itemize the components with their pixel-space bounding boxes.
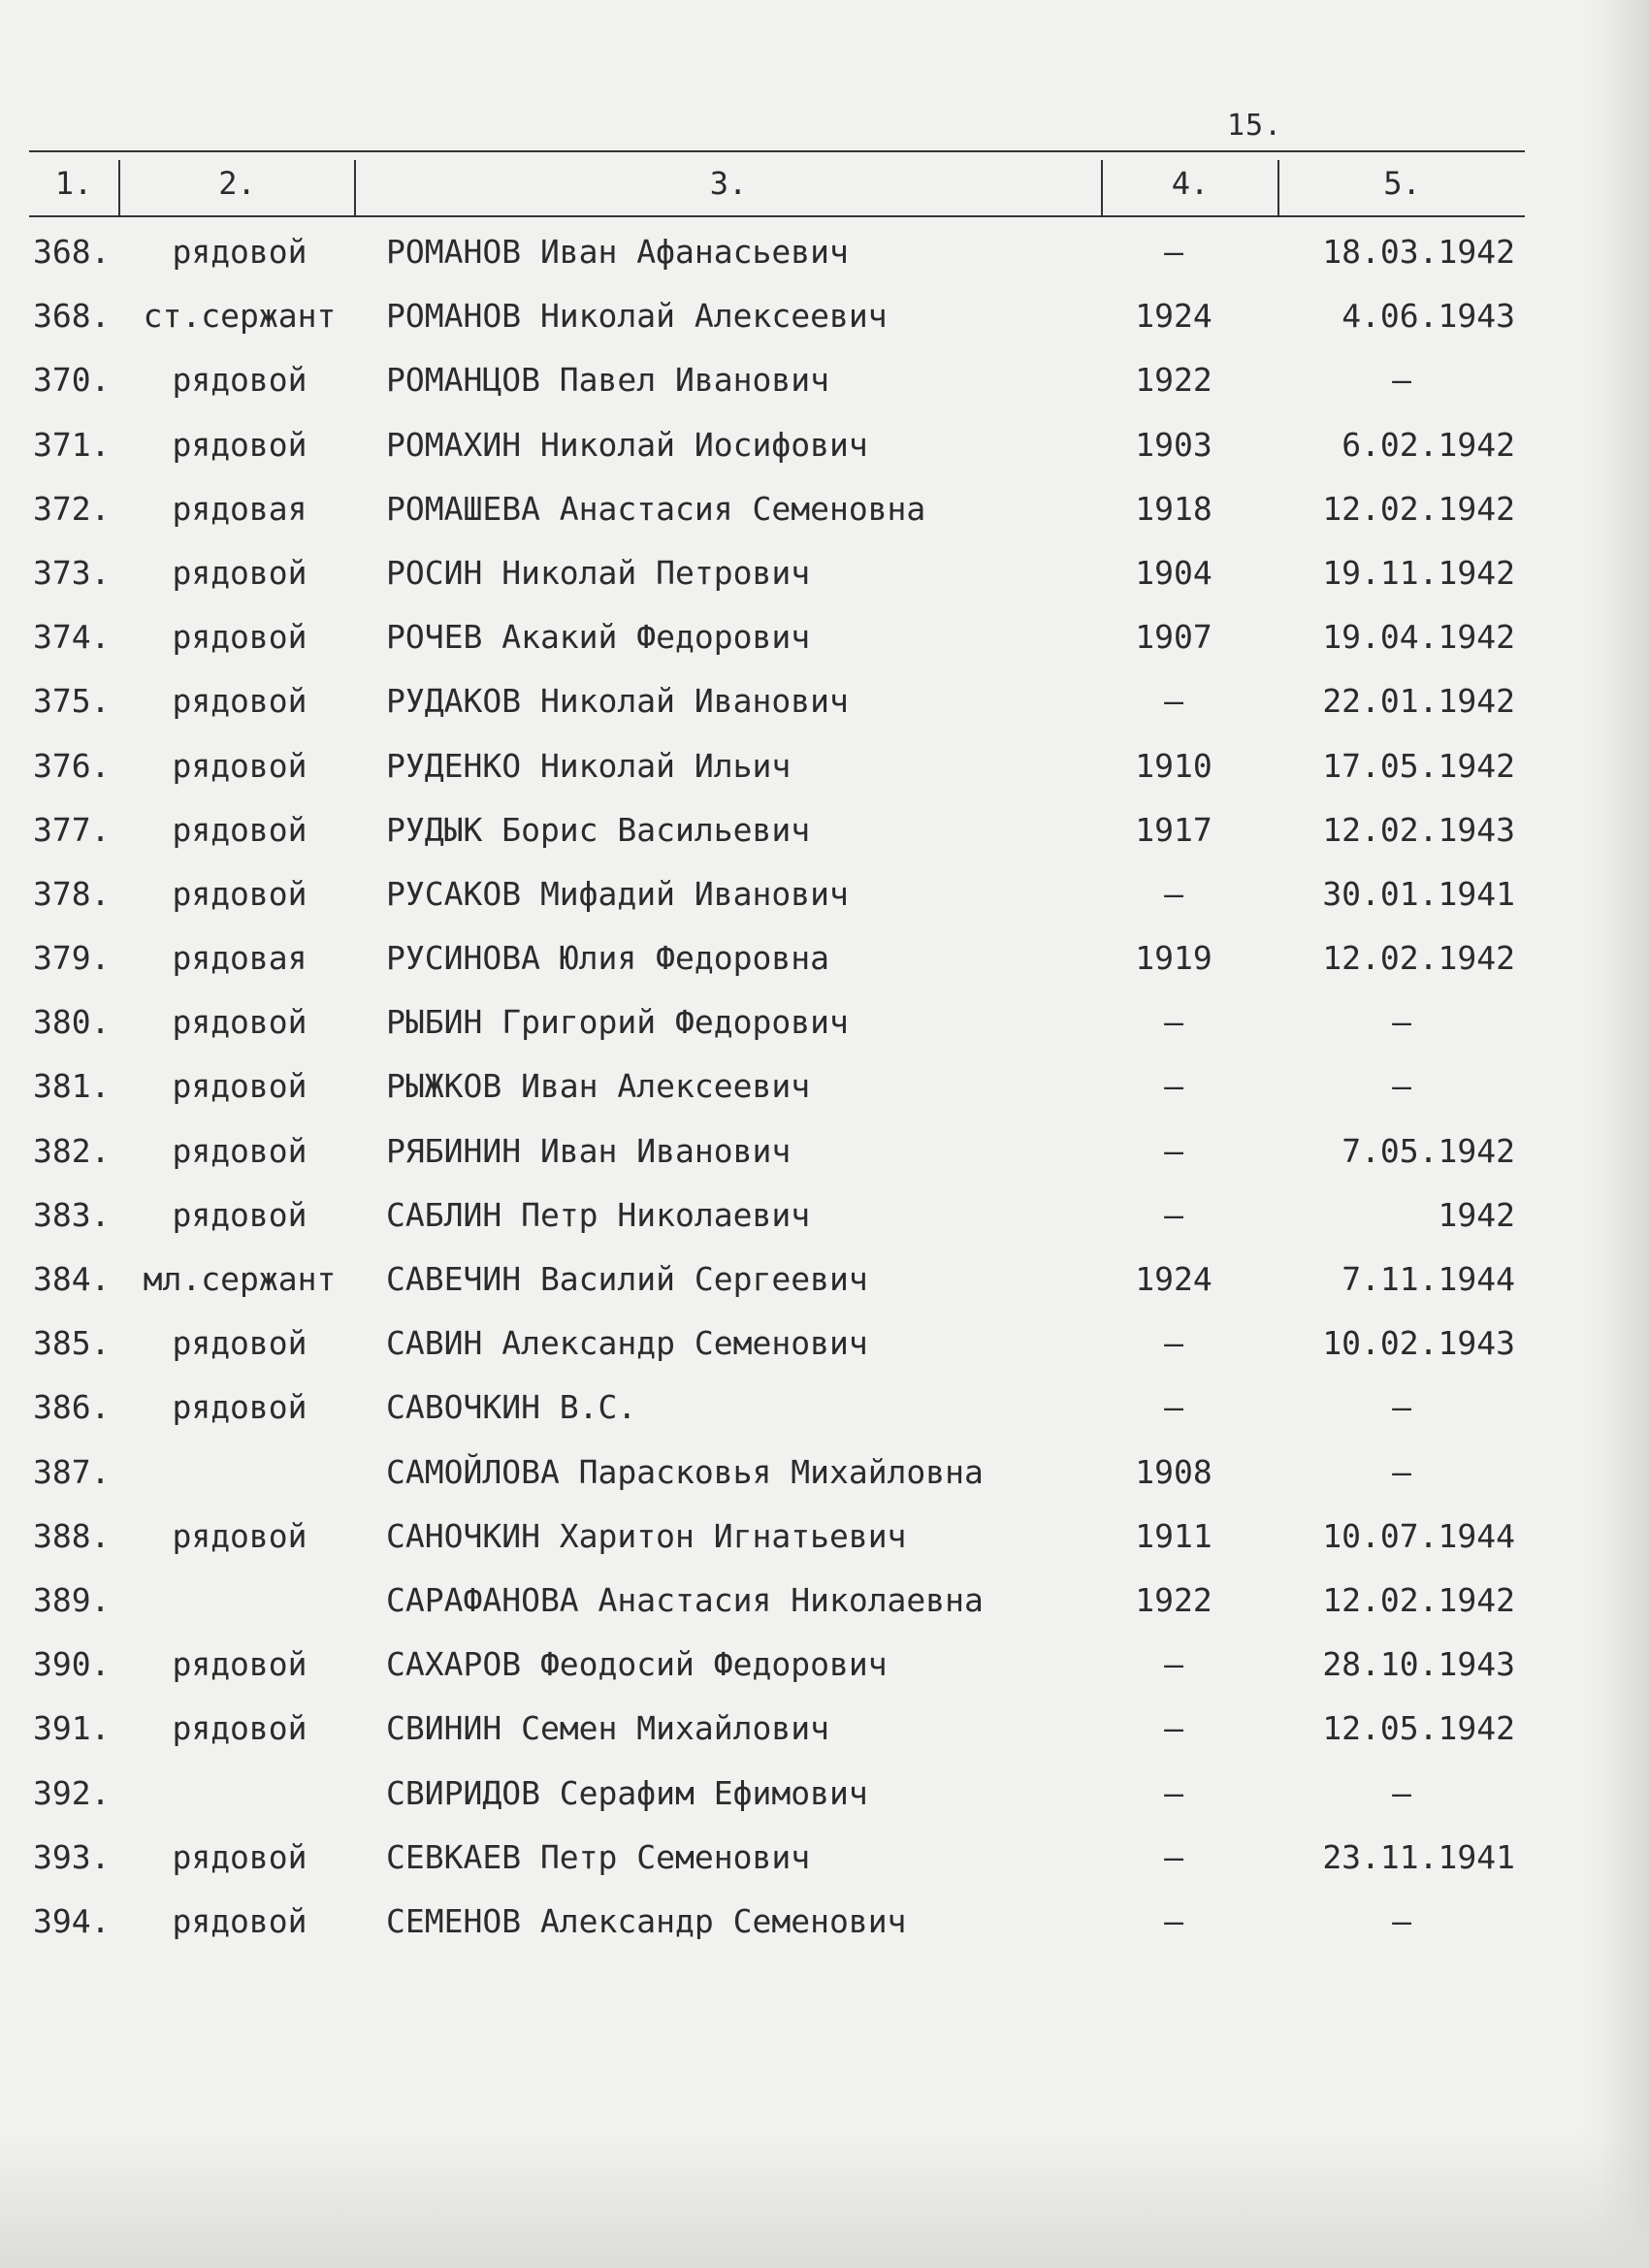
table-row [0, 225, 1649, 289]
row-name: СВИНИН Семен Михайлович [386, 1709, 829, 1748]
row-birth-year: 1924 [1135, 297, 1212, 336]
row-rank: рядовой [172, 1709, 307, 1748]
row-name: САВИН Александр Семенович [386, 1324, 868, 1363]
row-birth-year: – [1164, 1645, 1183, 1684]
table-row [0, 867, 1649, 931]
row-name: САБЛИН Петр Николаевич [386, 1195, 811, 1234]
table-row [0, 995, 1649, 1059]
row-number: 381. [33, 1067, 111, 1106]
table-row [0, 1316, 1649, 1380]
row-date: – [1392, 1388, 1411, 1427]
table-row [0, 739, 1649, 803]
row-date: 30.01.1941 [1322, 874, 1515, 913]
row-birth-year: – [1164, 682, 1183, 721]
row-name: САВОЧКИН В.С. [386, 1388, 637, 1427]
header-col-3: 3. [709, 165, 748, 202]
row-name: СВИРИДОВ Серафим Ефимович [386, 1773, 868, 1812]
row-rank: рядовой [172, 233, 307, 271]
table-row [0, 546, 1649, 610]
row-number: 371. [33, 425, 111, 464]
row-name: РОМАХИН Николай Иосифович [386, 425, 868, 464]
header-col-2: 2. [218, 165, 256, 202]
row-birth-year: 1918 [1135, 489, 1212, 528]
table-body [0, 225, 1649, 1959]
row-name: РУДАКОВ Николай Иванович [386, 682, 849, 721]
table-row [0, 931, 1649, 995]
table-row [0, 353, 1649, 417]
row-date: 17.05.1942 [1322, 746, 1515, 785]
row-date: 1942 [1438, 1195, 1515, 1234]
row-birth-year: – [1164, 1003, 1183, 1042]
row-rank: рядовой [172, 1388, 307, 1427]
row-name: САРАФАНОВА Анастасия Николаевна [386, 1580, 984, 1619]
row-rank: рядовой [172, 1131, 307, 1170]
row-date: 19.11.1942 [1322, 553, 1515, 592]
row-rank: рядовой [172, 1837, 307, 1876]
row-rank: рядовой [172, 1067, 307, 1106]
row-number: 373. [33, 553, 111, 592]
table-row [0, 674, 1649, 738]
row-name: САНОЧКИН Харитон Игнатьевич [386, 1516, 907, 1555]
row-date: 12.02.1943 [1322, 810, 1515, 849]
row-name: РОСИН Николай Петрович [386, 553, 811, 592]
table-row [0, 1124, 1649, 1188]
row-date: 23.11.1941 [1322, 1837, 1515, 1876]
row-name: РЫБИН Григорий Федорович [386, 1003, 849, 1042]
row-rank: рядовой [172, 1324, 307, 1363]
row-name: СЕВКАЕВ Петр Семенович [386, 1837, 811, 1876]
row-date: – [1392, 1067, 1411, 1106]
row-date: 10.02.1943 [1322, 1324, 1515, 1363]
row-name: РЫЖКОВ Иван Алексеевич [386, 1067, 811, 1106]
row-number: 377. [33, 810, 111, 849]
row-rank: рядовой [172, 553, 307, 592]
table-row [0, 1701, 1649, 1766]
row-rank: рядовая [172, 489, 307, 528]
row-birth-year: 1904 [1135, 553, 1212, 592]
row-number: 379. [33, 939, 111, 978]
row-birth-year: 1907 [1135, 618, 1212, 657]
table-row [0, 1059, 1649, 1123]
row-number: 375. [33, 682, 111, 721]
row-name: САМОЙЛОВА Парасковья Михайловна [386, 1452, 984, 1491]
row-date: 7.11.1944 [1342, 1260, 1515, 1298]
row-number: 389. [33, 1580, 111, 1619]
row-rank: рядовой [172, 361, 307, 400]
row-name: РЯБИНИН Иван Иванович [386, 1131, 792, 1170]
row-number: 391. [33, 1709, 111, 1748]
row-rank: рядовой [172, 682, 307, 721]
row-date: 12.05.1942 [1322, 1709, 1515, 1748]
row-birth-year: – [1164, 1388, 1183, 1427]
row-birth-year: – [1164, 1773, 1183, 1812]
row-birth-year: – [1164, 1195, 1183, 1234]
row-date: – [1392, 1452, 1411, 1491]
table-row [0, 1509, 1649, 1573]
row-name: РОМАШЕВА Анастасия Семеновна [386, 489, 926, 528]
row-rank: рядовой [172, 1516, 307, 1555]
row-rank: рядовой [172, 618, 307, 657]
row-rank: рядовой [172, 746, 307, 785]
row-date: 18.03.1942 [1322, 233, 1515, 271]
row-number: 390. [33, 1645, 111, 1684]
row-name: САВЕЧИН Василий Сергеевич [386, 1260, 868, 1298]
table-row [0, 1445, 1649, 1509]
row-number: 374. [33, 618, 111, 657]
row-name: РОМАНЦОВ Павел Иванович [386, 361, 829, 400]
page-number: 15. [1227, 109, 1283, 143]
row-date: – [1392, 361, 1411, 400]
table-row [0, 1252, 1649, 1316]
row-birth-year: – [1164, 1067, 1183, 1106]
row-birth-year: 1917 [1135, 810, 1212, 849]
row-name: РОМАНОВ Николай Алексеевич [386, 297, 888, 336]
header-col-1: 1. [54, 165, 93, 202]
row-number: 387. [33, 1452, 111, 1491]
row-rank: ст.сержант [143, 297, 337, 336]
row-date: 12.02.1942 [1322, 1580, 1515, 1619]
row-date: 6.02.1942 [1342, 425, 1515, 464]
row-birth-year: – [1164, 1324, 1183, 1363]
row-date: 12.02.1942 [1322, 489, 1515, 528]
row-number: 368. [33, 233, 111, 271]
header-bottom-rule [29, 215, 1525, 217]
row-number: 376. [33, 746, 111, 785]
row-number: 368. [33, 297, 111, 336]
row-date: 10.07.1944 [1322, 1516, 1515, 1555]
row-name: РОЧЕВ Акакий Федорович [386, 618, 811, 657]
row-number: 372. [33, 489, 111, 528]
row-date: 4.06.1943 [1342, 297, 1515, 336]
table-row [0, 803, 1649, 867]
row-number: 383. [33, 1195, 111, 1234]
row-name: РУСИНОВА Юлия Федоровна [386, 939, 829, 978]
row-birth-year: – [1164, 1709, 1183, 1748]
row-date: – [1392, 1773, 1411, 1812]
row-date: 19.04.1942 [1322, 618, 1515, 657]
row-number: 378. [33, 874, 111, 913]
row-name: РУСАКОВ Мифадий Иванович [386, 874, 849, 913]
row-date: 7.05.1942 [1342, 1131, 1515, 1170]
row-date: 12.02.1942 [1322, 939, 1515, 978]
row-birth-year: 1919 [1135, 939, 1212, 978]
row-name: РУДЕНКО Николай Ильич [386, 746, 792, 785]
row-number: 382. [33, 1131, 111, 1170]
row-number: 384. [33, 1260, 111, 1298]
table-row [0, 1188, 1649, 1252]
row-name: СЕМЕНОВ Александр Семенович [386, 1901, 907, 1940]
row-name: РОМАНОВ Иван Афанасьевич [386, 233, 849, 271]
row-birth-year: 1922 [1135, 361, 1212, 400]
table-row [0, 1637, 1649, 1701]
table-row [0, 1831, 1649, 1895]
row-birth-year: – [1164, 1131, 1183, 1170]
scan-shadow-bottom [0, 2132, 1649, 2268]
row-rank: мл.сержант [143, 1260, 337, 1298]
row-number: 370. [33, 361, 111, 400]
row-date: 22.01.1942 [1322, 682, 1515, 721]
row-rank: рядовой [172, 1195, 307, 1234]
row-birth-year: 1908 [1135, 1452, 1212, 1491]
row-rank: рядовая [172, 939, 307, 978]
row-birth-year: 1903 [1135, 425, 1212, 464]
header-col-4: 4. [1171, 165, 1210, 202]
header-top-rule [29, 150, 1525, 152]
row-rank: рядовой [172, 810, 307, 849]
row-birth-year: – [1164, 1901, 1183, 1940]
row-birth-year: 1911 [1135, 1516, 1212, 1555]
row-number: 393. [33, 1837, 111, 1876]
table-row [0, 418, 1649, 482]
row-date: 28.10.1943 [1322, 1645, 1515, 1684]
table-row [0, 1766, 1649, 1831]
row-number: 386. [33, 1388, 111, 1427]
table-row [0, 1895, 1649, 1959]
row-rank: рядовой [172, 874, 307, 913]
row-birth-year: – [1164, 233, 1183, 271]
row-birth-year: 1922 [1135, 1580, 1212, 1619]
row-birth-year: 1924 [1135, 1260, 1212, 1298]
table-row [0, 610, 1649, 674]
row-number: 385. [33, 1324, 111, 1363]
table-row [0, 1573, 1649, 1637]
row-birth-year: – [1164, 1837, 1183, 1876]
row-number: 392. [33, 1773, 111, 1812]
row-date: – [1392, 1003, 1411, 1042]
row-rank: рядовой [172, 1645, 307, 1684]
row-number: 394. [33, 1901, 111, 1940]
table-row [0, 482, 1649, 546]
row-birth-year: – [1164, 874, 1183, 913]
row-rank: рядовой [172, 425, 307, 464]
row-date: – [1392, 1901, 1411, 1940]
row-rank: рядовой [172, 1901, 307, 1940]
table-row [0, 1380, 1649, 1444]
row-birth-year: 1910 [1135, 746, 1212, 785]
table-row [0, 289, 1649, 353]
row-rank: рядовой [172, 1003, 307, 1042]
row-name: САХАРОВ Феодосий Федорович [386, 1645, 888, 1684]
row-name: РУДЫК Борис Васильевич [386, 810, 811, 849]
row-number: 380. [33, 1003, 111, 1042]
row-number: 388. [33, 1516, 111, 1555]
header-col-5: 5. [1383, 165, 1421, 202]
